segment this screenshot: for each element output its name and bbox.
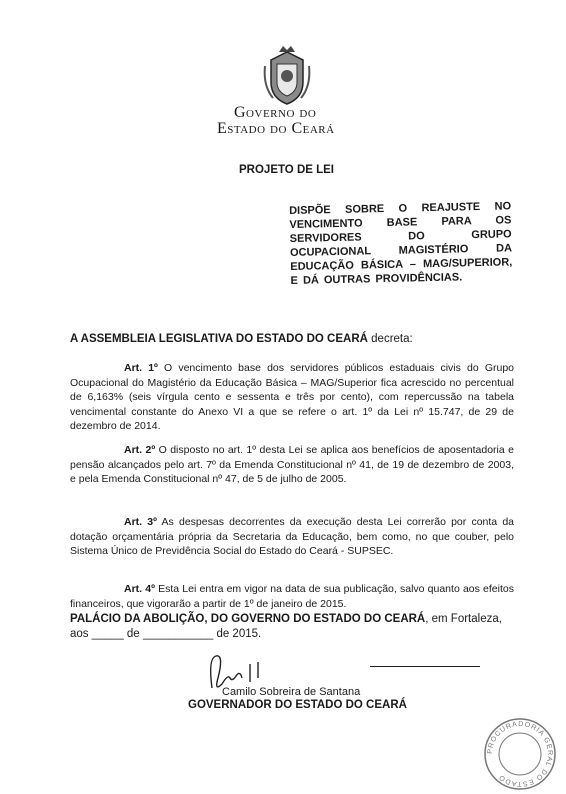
- article-text: O disposto no art. 1º desta Lei se aplica aos benefícios de aposentadoria e pensão alcançados pelo art. 7º da Emenda Constitucional nº 41, de 19 de dezembro de 2003, e pela Emenda Constitucional nº 47, de 5 de julho de 2005.: [70, 444, 514, 485]
- svg-text:PROCURADORIA GERAL DO ESTADO: [487, 721, 553, 787]
- signer-name: Camilo Sobreira de Santana: [222, 686, 361, 698]
- article-label: Art. 4º: [124, 583, 155, 595]
- signature-line: [370, 666, 480, 667]
- assembly-name: A ASSEMBLEIA LEGISLATIVA DO ESTADO DO CEARÁ: [70, 333, 368, 345]
- article-2: [70, 443, 514, 487]
- article-1: [70, 361, 514, 434]
- closing-date: aos _____ de ___________ de 2015.: [70, 628, 262, 640]
- government-title-line1: Governo do: [234, 104, 317, 121]
- government-title-line2: Estado do Ceará: [217, 120, 335, 137]
- coat-of-arms-icon: [263, 46, 311, 108]
- article-label: Art. 3º: [124, 516, 157, 528]
- document-title: PROJETO DE LEI: [239, 164, 335, 176]
- closing-location: , em Fortaleza,: [425, 613, 502, 625]
- decree-verb: decreta:: [367, 333, 413, 345]
- article-4: [70, 582, 514, 611]
- ementa: DISPÕE SOBRE O REAJUSTE NO VENCIMENTO BASE PARA OS SERVIDORES DO GRUPO OCUPACIONAL MAGISTÉRIO DA EDUCAÇÃO BÁSICA – MAG/SUPERIOR, E DÁ OUTRAS PROVIDÊNCIAS.: [289, 200, 513, 287]
- article-label: Art. 1º: [124, 362, 158, 374]
- article-3: [70, 515, 514, 559]
- article-text: As despesas decorrentes da execução desta Lei correrão por conta da dotação orçamentária própria da Secretaria da Educação, bem como, no que couber, pelo Sistema Único de Previdência Social do Estado do Ceará - SUPSEC.: [70, 516, 514, 557]
- signer-title: GOVERNADOR DO ESTADO DO CEARÁ: [188, 699, 407, 711]
- article-text: Esta Lei entra em vigor na data de sua publicação, salvo quanto aos efeitos financeiros, que vigorarão a partir de 1º de janeiro de 2015.: [70, 583, 514, 610]
- article-text: O vencimento base dos servidores públicos estaduais civis do Grupo Ocupacional do Magistério da Educação Básica – MAG/Superior fica acrescido no percentual de 6,163% (seis vírgula cento e sessenta e três por cento), com repercussão na tabela vencimental constante do Anexo VI a que se refere o art. 1º da Lei nº 15.747, de 29 de dezembro de 2014.: [70, 362, 514, 432]
- official-stamp-icon: [482, 716, 558, 792]
- stamp-text: PROCURADORIA GERAL DO ESTADO: [486, 720, 554, 788]
- palace-name: PALÁCIO DA ABOLIÇÃO, DO GOVERNO DO ESTADO DO CEARÁ: [70, 613, 426, 625]
- article-label: Art. 2º: [124, 444, 156, 456]
- decree-statement: [70, 333, 413, 345]
- closing-statement: [70, 612, 520, 642]
